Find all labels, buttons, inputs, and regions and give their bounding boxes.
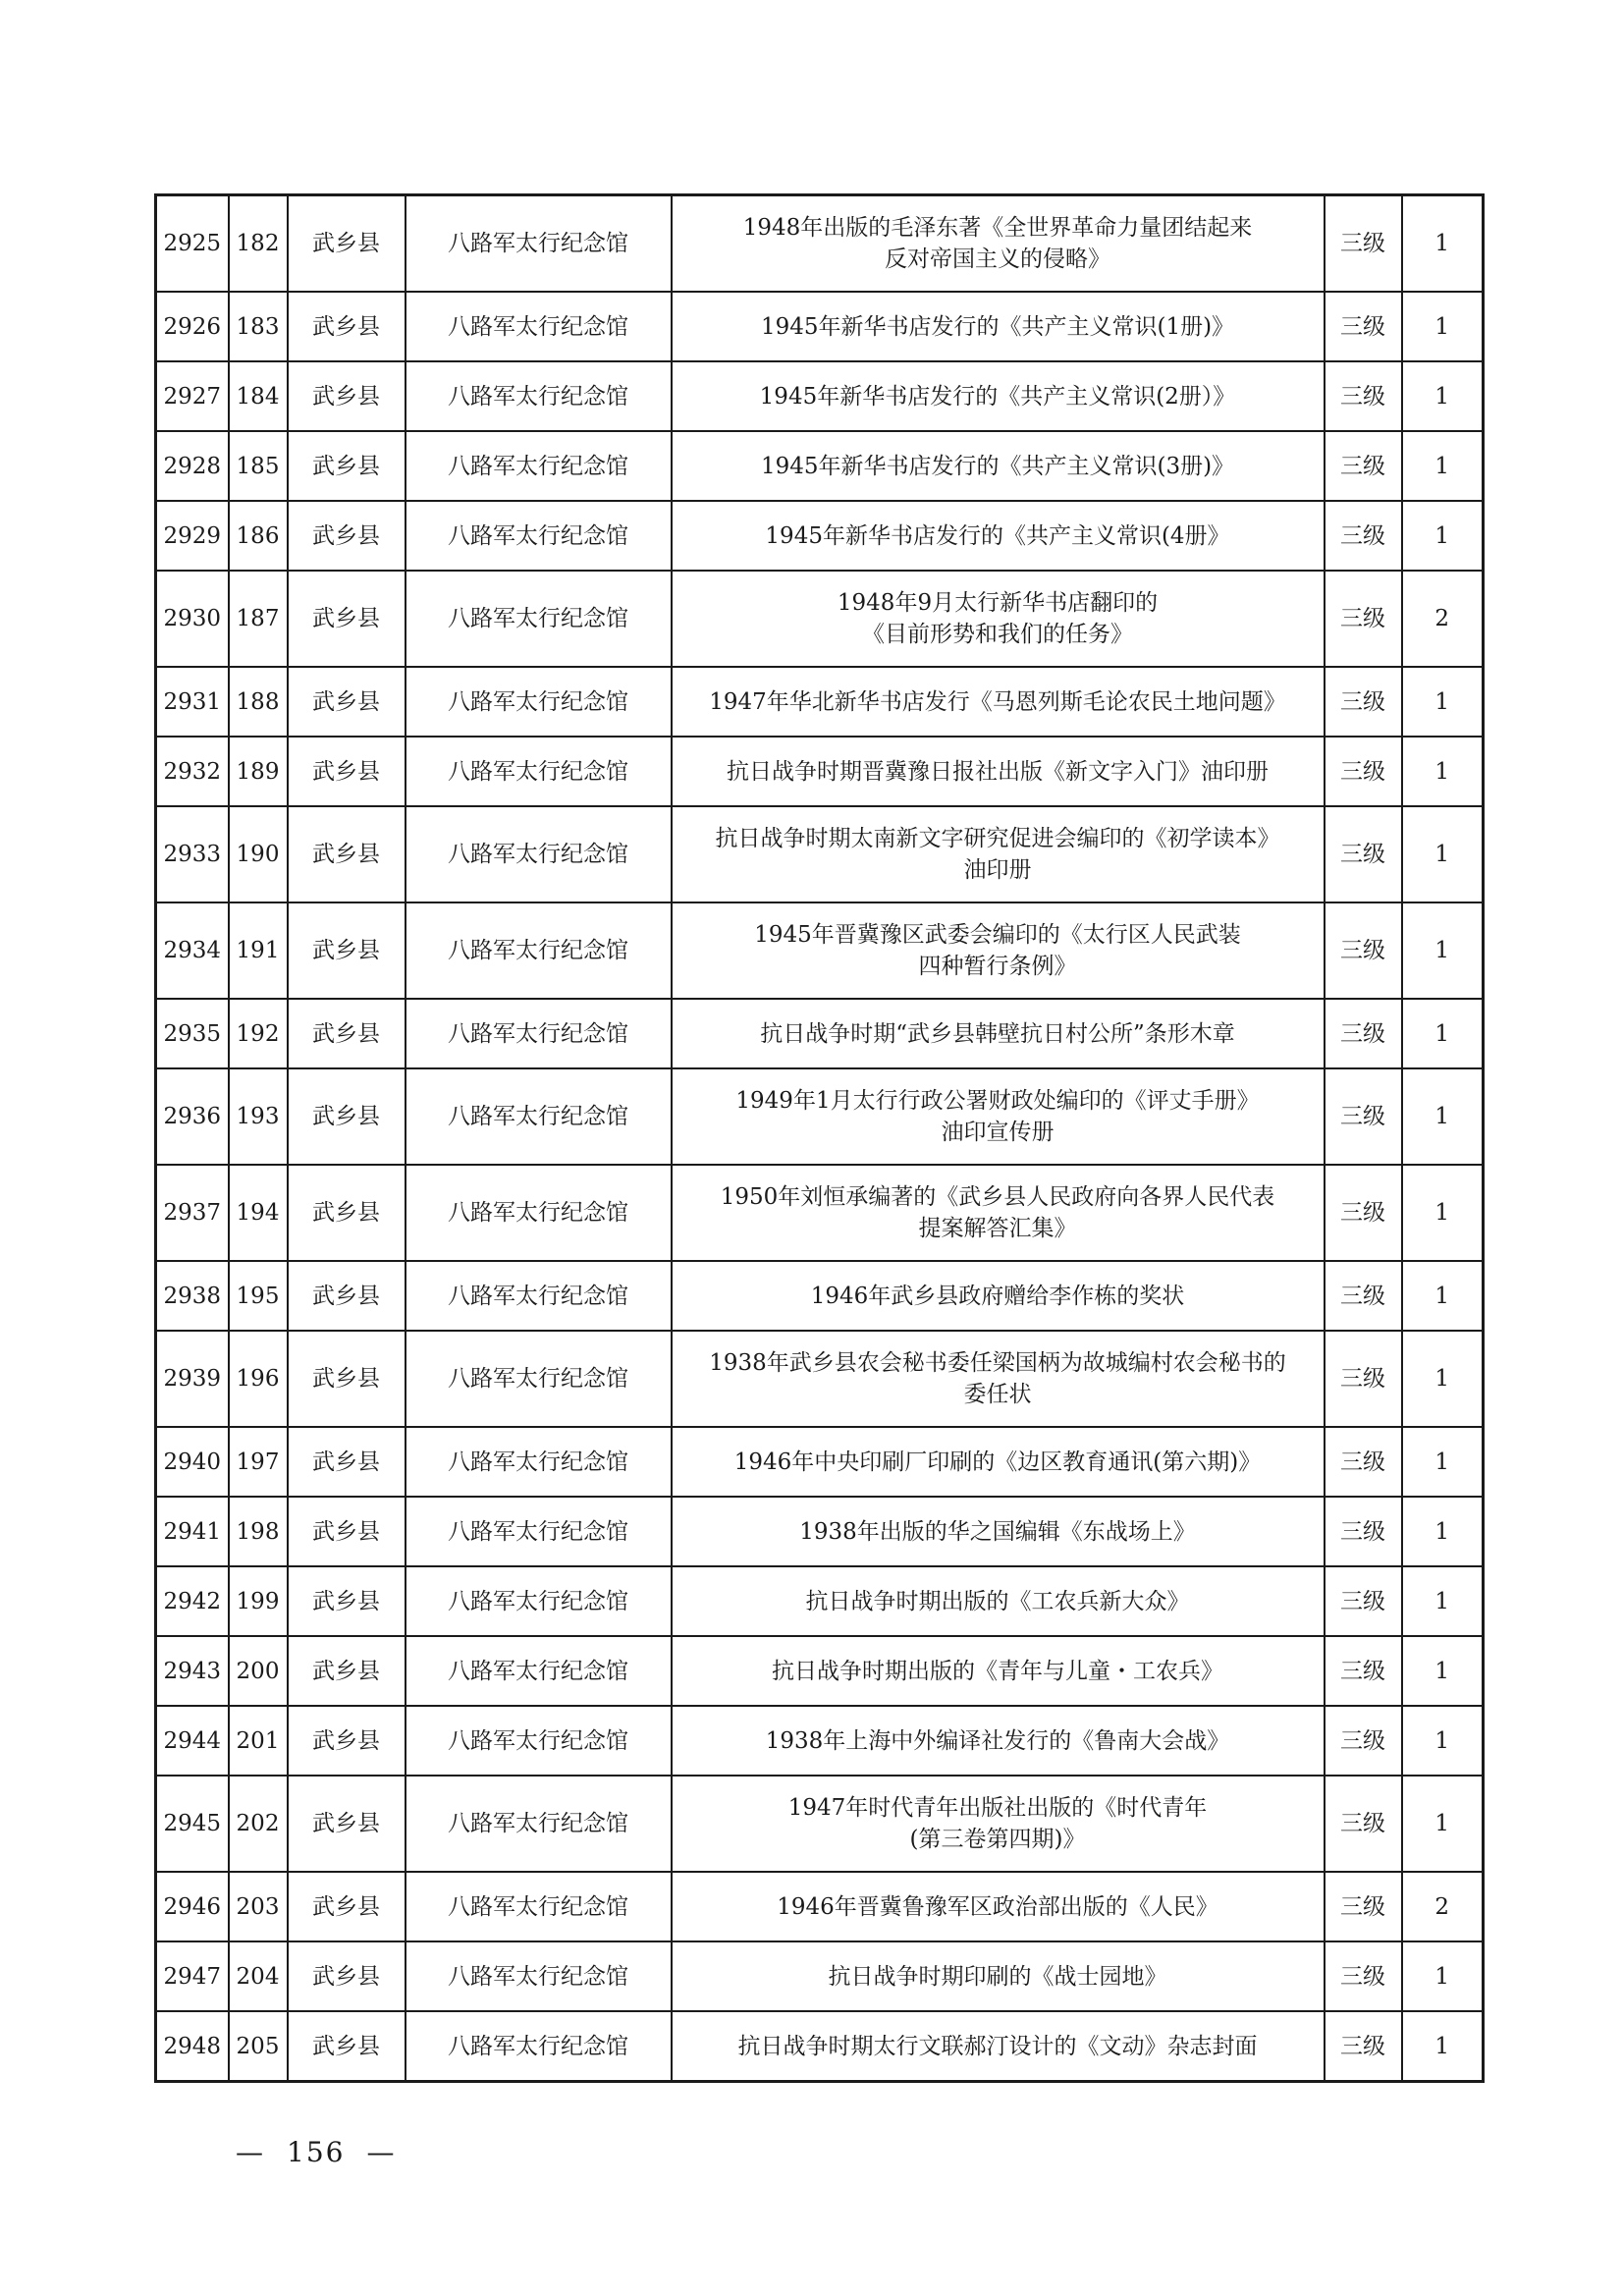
table-row: [156, 1497, 1484, 1566]
serial-number-cell: 2944: [156, 1706, 229, 1776]
grade-cell: 三级: [1325, 1566, 1402, 1636]
item-number-cell: 195: [229, 1261, 288, 1331]
table-row: [156, 1706, 1484, 1776]
artifact-name-cell: [672, 1497, 1325, 1566]
county-cell: 武乡县: [288, 2011, 406, 2082]
county-cell: 武乡县: [288, 501, 406, 571]
grade-cell: 三级: [1325, 571, 1402, 667]
quantity-cell: 1: [1402, 1261, 1484, 1331]
artifact-name-line: 1945年新华书店发行的《共产主义常识(4册》: [765, 522, 1230, 549]
artifact-name-line: 《目前形势和我们的任务》: [862, 622, 1133, 647]
serial-number-cell: 2935: [156, 999, 229, 1068]
artifact-name-line: 抗日战争时期出版的《工农兵新大众》: [805, 1588, 1190, 1614]
artifact-name-cell: [672, 195, 1325, 293]
quantity-cell: 1: [1402, 667, 1484, 737]
table-row: [156, 195, 1484, 293]
serial-number-cell: 2926: [156, 292, 229, 361]
quantity-cell: 1: [1402, 1636, 1484, 1706]
collection-unit-cell: 八路军太行纪念馆: [406, 737, 672, 806]
county-cell: 武乡县: [288, 1872, 406, 1941]
county-cell: 武乡县: [288, 1331, 406, 1427]
collection-unit-cell: 八路军太行纪念馆: [406, 1776, 672, 1872]
item-number-cell: 201: [229, 1706, 288, 1776]
artifact-name-line: 油印宣传册: [941, 1120, 1055, 1145]
artifact-name-cell: [672, 1872, 1325, 1941]
item-number-cell: 196: [229, 1331, 288, 1427]
artifact-name-line: 1938年武乡县农会秘书委任梁国柄为故城编村农会秘书的: [709, 1350, 1286, 1376]
county-cell: 武乡县: [288, 361, 406, 431]
quantity-cell: 1: [1402, 902, 1484, 999]
collection-unit-cell: 八路军太行纪念馆: [406, 1165, 672, 1261]
artifact-name-cell: [672, 667, 1325, 737]
item-number-cell: 194: [229, 1165, 288, 1261]
grade-cell: 三级: [1325, 501, 1402, 571]
collection-unit-cell: 八路军太行纪念馆: [406, 1941, 672, 2011]
grade-cell: 三级: [1325, 1068, 1402, 1165]
artifact-name-cell: [672, 1068, 1325, 1165]
grade-cell: 三级: [1325, 1636, 1402, 1706]
artifact-name-line: 1948年出版的毛泽东著《全世界革命力量团结起来: [742, 215, 1253, 241]
table-row: [156, 1872, 1484, 1941]
county-cell: 武乡县: [288, 1261, 406, 1331]
serial-number-cell: 2946: [156, 1872, 229, 1941]
grade-cell: 三级: [1325, 806, 1402, 902]
artifact-name-line: 四种暂行条例》: [918, 954, 1077, 979]
artifact-name-cell: [672, 501, 1325, 571]
artifact-name-cell: [672, 571, 1325, 667]
collection-unit-cell: 八路军太行纪念馆: [406, 2011, 672, 2082]
quantity-cell: 1: [1402, 999, 1484, 1068]
county-cell: 武乡县: [288, 1941, 406, 2011]
item-number-cell: 203: [229, 1872, 288, 1941]
grade-cell: 三级: [1325, 292, 1402, 361]
artifact-name-cell: [672, 431, 1325, 501]
item-number-cell: 188: [229, 667, 288, 737]
table-row: [156, 667, 1484, 737]
artifact-name-line: 1946年晋冀鲁豫军区政治部出版的《人民》: [777, 1893, 1218, 1920]
artifact-name-cell: [672, 1776, 1325, 1872]
item-number-cell: 205: [229, 2011, 288, 2082]
item-number-cell: 193: [229, 1068, 288, 1165]
serial-number-cell: 2938: [156, 1261, 229, 1331]
serial-number-cell: 2933: [156, 806, 229, 902]
table-row: [156, 1566, 1484, 1636]
item-number-cell: 185: [229, 431, 288, 501]
artifact-name-line: 1948年9月太行新华书店翻印的: [837, 590, 1159, 616]
artifact-name-line: 抗日战争时期印刷的《战士园地》: [828, 1963, 1167, 1990]
item-number-cell: 202: [229, 1776, 288, 1872]
serial-number-cell: 2939: [156, 1331, 229, 1427]
artifact-name-cell: [672, 2011, 1325, 2082]
item-number-cell: 182: [229, 195, 288, 293]
quantity-cell: 1: [1402, 2011, 1484, 2082]
artifact-name-line: 1950年刘恒承编著的《武乡县人民政府向各界人民代表: [720, 1184, 1275, 1210]
grade-cell: 三级: [1325, 1872, 1402, 1941]
serial-number-cell: 2948: [156, 2011, 229, 2082]
serial-number-cell: 2928: [156, 431, 229, 501]
artifact-name-line: 抗日战争时期晋冀豫日报社出版《新文字入门》油印册: [727, 758, 1269, 785]
grade-cell: 三级: [1325, 1497, 1402, 1566]
county-cell: 武乡县: [288, 1706, 406, 1776]
artifact-name-line: (第三卷第四期)》: [909, 1827, 1086, 1852]
collection-unit-cell: 八路军太行纪念馆: [406, 1566, 672, 1636]
table-body: [156, 195, 1484, 2082]
table-row: [156, 292, 1484, 361]
county-cell: 武乡县: [288, 1068, 406, 1165]
quantity-cell: 1: [1402, 431, 1484, 501]
item-number-cell: 190: [229, 806, 288, 902]
artifact-name-cell: [672, 1941, 1325, 2011]
county-cell: 武乡县: [288, 195, 406, 293]
artifact-name-line: 1946年武乡县政府赠给李作栋的奖状: [810, 1283, 1185, 1309]
grade-cell: 三级: [1325, 2011, 1402, 2082]
artifact-name-cell: [672, 1165, 1325, 1261]
grade-cell: 三级: [1325, 431, 1402, 501]
grade-cell: 三级: [1325, 999, 1402, 1068]
item-number-cell: 200: [229, 1636, 288, 1706]
collection-unit-cell: 八路军太行纪念馆: [406, 999, 672, 1068]
table-row: [156, 431, 1484, 501]
serial-number-cell: 2937: [156, 1165, 229, 1261]
artifact-name-cell: [672, 361, 1325, 431]
table-row: [156, 501, 1484, 571]
county-cell: 武乡县: [288, 571, 406, 667]
quantity-cell: 1: [1402, 1497, 1484, 1566]
grade-cell: 三级: [1325, 737, 1402, 806]
artifact-name-line: 油印册: [963, 857, 1032, 883]
serial-number-cell: 2947: [156, 1941, 229, 2011]
collection-unit-cell: 八路军太行纪念馆: [406, 1261, 672, 1331]
artifact-name-cell: [672, 292, 1325, 361]
quantity-cell: 1: [1402, 195, 1484, 293]
county-cell: 武乡县: [288, 1776, 406, 1872]
artifact-name-line: 1947年时代青年出版社出版的《时代青年: [787, 1795, 1208, 1821]
collection-unit-cell: 八路军太行纪念馆: [406, 1497, 672, 1566]
artifact-name-cell: [672, 1566, 1325, 1636]
table-row: [156, 999, 1484, 1068]
table-row: [156, 1331, 1484, 1427]
quantity-cell: 1: [1402, 1427, 1484, 1497]
artifact-name-line: 1938年上海中外编译社发行的《鲁南大会战》: [765, 1727, 1230, 1754]
footer-dash-left: —: [236, 2136, 265, 2168]
artifact-name-cell: [672, 1636, 1325, 1706]
county-cell: 武乡县: [288, 1566, 406, 1636]
collection-unit-cell: 八路军太行纪念馆: [406, 571, 672, 667]
grade-cell: 三级: [1325, 667, 1402, 737]
footer-dash-right: —: [366, 2136, 397, 2168]
grade-cell: 三级: [1325, 1165, 1402, 1261]
artifact-name-line: 抗日战争时期太行文联郝汀设计的《文动》杂志封面: [737, 2033, 1258, 2059]
grade-cell: 三级: [1325, 1261, 1402, 1331]
artifact-name-line: 1947年华北新华书店发行《马恩列斯毛论农民土地问题》: [709, 688, 1286, 715]
grade-cell: 三级: [1325, 195, 1402, 293]
county-cell: 武乡县: [288, 1427, 406, 1497]
quantity-cell: 2: [1402, 571, 1484, 667]
collection-unit-cell: 八路军太行纪念馆: [406, 1706, 672, 1776]
quantity-cell: 1: [1402, 1068, 1484, 1165]
table-row: [156, 1636, 1484, 1706]
serial-number-cell: 2940: [156, 1427, 229, 1497]
artifact-name-line: 反对帝国主义的侵略》: [885, 246, 1110, 272]
page-number: 156: [287, 2136, 346, 2168]
county-cell: 武乡县: [288, 667, 406, 737]
artifact-name-cell: [672, 1427, 1325, 1497]
artifact-name-line: 1945年新华书店发行的《共产主义常识(1册)》: [760, 313, 1235, 340]
item-number-cell: 189: [229, 737, 288, 806]
item-number-cell: 191: [229, 902, 288, 999]
collection-unit-cell: 八路军太行纪念馆: [406, 902, 672, 999]
table-row: [156, 1941, 1484, 2011]
county-cell: 武乡县: [288, 431, 406, 501]
serial-number-cell: 2925: [156, 195, 229, 293]
serial-number-cell: 2936: [156, 1068, 229, 1165]
grade-cell: 三级: [1325, 1706, 1402, 1776]
collection-unit-cell: 八路军太行纪念馆: [406, 361, 672, 431]
artifact-name-line: 抗日战争时期出版的《青年与儿童・工农兵》: [772, 1658, 1223, 1684]
artifact-name-line: 1945年新华书店发行的《共产主义常识(3册)》: [760, 453, 1235, 479]
collection-unit-cell: 八路军太行纪念馆: [406, 1872, 672, 1941]
collection-unit-cell: 八路军太行纪念馆: [406, 501, 672, 571]
collection-unit-cell: 八路军太行纪念馆: [406, 806, 672, 902]
item-number-cell: 183: [229, 292, 288, 361]
quantity-cell: 1: [1402, 501, 1484, 571]
collection-unit-cell: 八路军太行纪念馆: [406, 195, 672, 293]
grade-cell: 三级: [1325, 902, 1402, 999]
artifact-name-cell: [672, 999, 1325, 1068]
serial-number-cell: 2943: [156, 1636, 229, 1706]
quantity-cell: 1: [1402, 1706, 1484, 1776]
item-number-cell: 199: [229, 1566, 288, 1636]
item-number-cell: 186: [229, 501, 288, 571]
quantity-cell: 1: [1402, 1165, 1484, 1261]
collection-unit-cell: 八路军太行纪念馆: [406, 1068, 672, 1165]
quantity-cell: 1: [1402, 1566, 1484, 1636]
serial-number-cell: 2945: [156, 1776, 229, 1872]
grade-cell: 三级: [1325, 1941, 1402, 2011]
quantity-cell: 1: [1402, 361, 1484, 431]
quantity-cell: 1: [1402, 806, 1484, 902]
county-cell: 武乡县: [288, 1165, 406, 1261]
serial-number-cell: 2931: [156, 667, 229, 737]
collection-table: [154, 193, 1485, 2083]
artifact-name-line: 抗日战争时期“武乡县韩壁抗日村公所”条形木章: [760, 1020, 1235, 1047]
collection-unit-cell: 八路军太行纪念馆: [406, 667, 672, 737]
county-cell: 武乡县: [288, 902, 406, 999]
serial-number-cell: 2932: [156, 737, 229, 806]
item-number-cell: 197: [229, 1427, 288, 1497]
table-row: [156, 2011, 1484, 2082]
table-row: [156, 571, 1484, 667]
table-row: [156, 902, 1484, 999]
artifact-name-line: 提案解答汇集》: [918, 1216, 1077, 1241]
artifact-name-line: 委任状: [963, 1382, 1032, 1407]
artifact-name-line: 1946年中央印刷厂印刷的《边区教育通讯(第六期)》: [733, 1449, 1262, 1475]
serial-number-cell: 2929: [156, 501, 229, 571]
quantity-cell: 1: [1402, 1941, 1484, 2011]
quantity-cell: 1: [1402, 737, 1484, 806]
table-row: [156, 1068, 1484, 1165]
table-row: [156, 361, 1484, 431]
collection-unit-cell: 八路军太行纪念馆: [406, 431, 672, 501]
artifact-name-cell: [672, 1331, 1325, 1427]
artifact-name-line: 1949年1月太行行政公署财政处编印的《评丈手册》: [735, 1088, 1260, 1114]
table-row: [156, 737, 1484, 806]
artifact-name-line: 抗日战争时期太南新文字研究促进会编印的《初学读本》: [715, 826, 1280, 851]
artifact-name-line: 1945年晋冀豫区武委会编印的《太行区人民武装: [754, 922, 1241, 948]
artifact-name-cell: [672, 737, 1325, 806]
item-number-cell: 198: [229, 1497, 288, 1566]
county-cell: 武乡县: [288, 1497, 406, 1566]
artifact-name-cell: [672, 902, 1325, 999]
quantity-cell: 1: [1402, 292, 1484, 361]
quantity-cell: 1: [1402, 1331, 1484, 1427]
quantity-cell: 1: [1402, 1776, 1484, 1872]
grade-cell: 三级: [1325, 1776, 1402, 1872]
item-number-cell: 184: [229, 361, 288, 431]
page-footer: [236, 2136, 432, 2168]
artifact-name-cell: [672, 1706, 1325, 1776]
table-row: [156, 1776, 1484, 1872]
serial-number-cell: 2941: [156, 1497, 229, 1566]
county-cell: 武乡县: [288, 1636, 406, 1706]
quantity-cell: 2: [1402, 1872, 1484, 1941]
serial-number-cell: 2942: [156, 1566, 229, 1636]
table-row: [156, 1427, 1484, 1497]
artifact-name-line: 1945年新华书店发行的《共产主义常识(2册）》: [759, 383, 1236, 410]
collection-unit-cell: 八路军太行纪念馆: [406, 292, 672, 361]
serial-number-cell: 2930: [156, 571, 229, 667]
artifact-name-cell: [672, 1261, 1325, 1331]
grade-cell: 三级: [1325, 1427, 1402, 1497]
serial-number-cell: 2927: [156, 361, 229, 431]
item-number-cell: 204: [229, 1941, 288, 2011]
artifact-name-cell: [672, 806, 1325, 902]
grade-cell: 三级: [1325, 361, 1402, 431]
county-cell: 武乡县: [288, 737, 406, 806]
collection-unit-cell: 八路军太行纪念馆: [406, 1331, 672, 1427]
table-row: [156, 1165, 1484, 1261]
item-number-cell: 187: [229, 571, 288, 667]
table-row: [156, 1261, 1484, 1331]
county-cell: 武乡县: [288, 999, 406, 1068]
serial-number-cell: 2934: [156, 902, 229, 999]
artifact-name-line: 1938年出版的华之国编辑《东战场上》: [799, 1518, 1196, 1545]
item-number-cell: 192: [229, 999, 288, 1068]
table-row: [156, 806, 1484, 902]
county-cell: 武乡县: [288, 806, 406, 902]
county-cell: 武乡县: [288, 292, 406, 361]
collection-unit-cell: 八路军太行纪念馆: [406, 1427, 672, 1497]
collection-unit-cell: 八路军太行纪念馆: [406, 1636, 672, 1706]
grade-cell: 三级: [1325, 1331, 1402, 1427]
